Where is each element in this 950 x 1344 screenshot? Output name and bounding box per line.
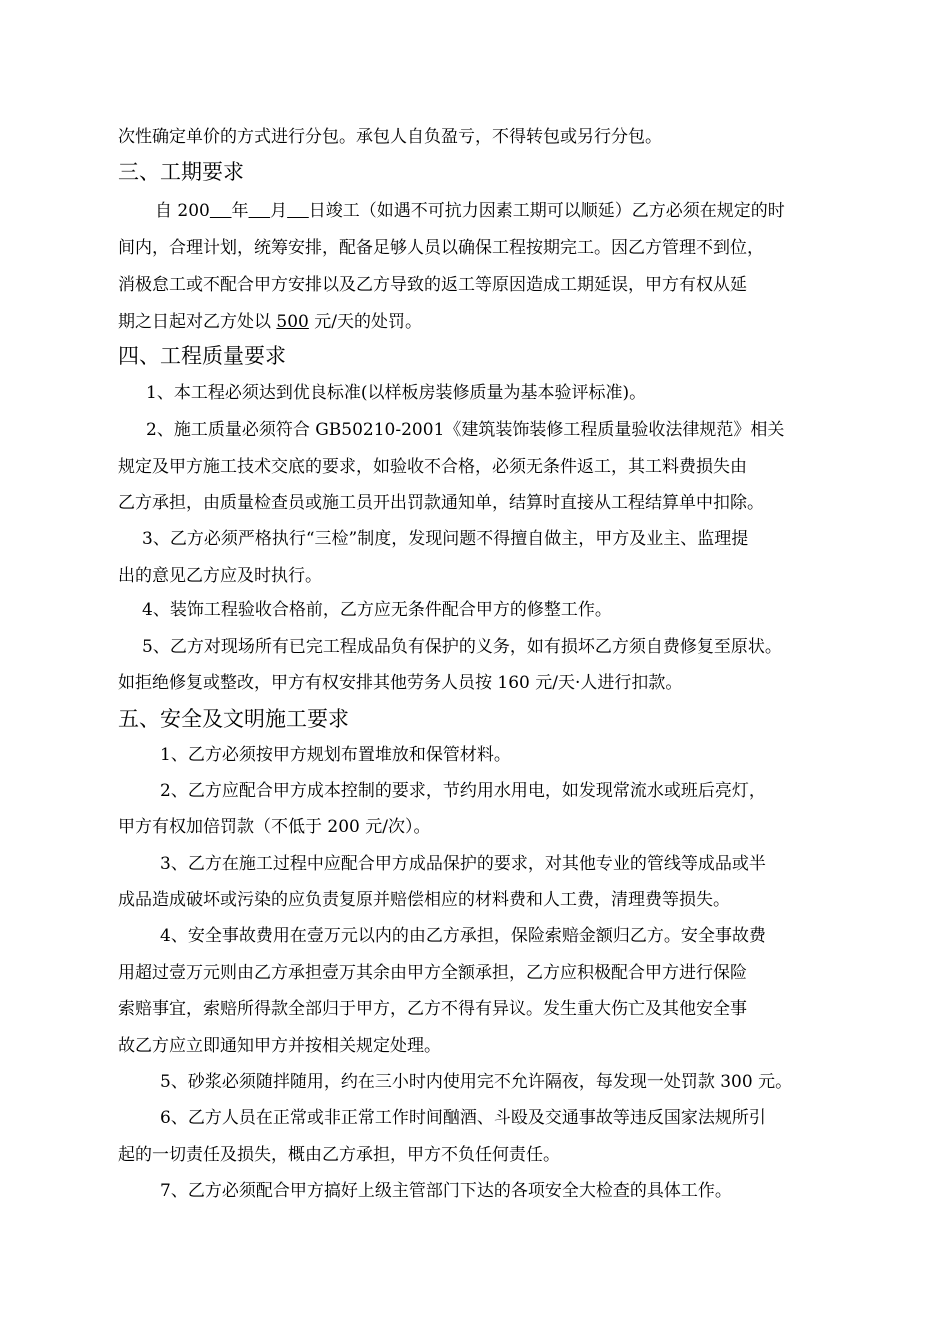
penalty-amount: 500 (276, 312, 309, 332)
year-blank (210, 201, 232, 221)
quality-item-2-line-1: 2、施工质量必须符合 GB50210-2001《建筑装饰装修工程质量验收法律规范》相关 (146, 420, 785, 440)
safety-item-2-line-1: 2、乙方应配合甲方成本控制的要求，节约用水用电，如发现常流水或班后亮灯， (160, 781, 766, 801)
quality-item-5-line-2: 如拒绝修复或整改，甲方有权安排其他劳务人员按 160 元/天·人进行扣款。 (118, 673, 683, 693)
quality-item-4: 4、装饰工程验收合格前，乙方应无条件配合甲方的修整工作。 (142, 600, 612, 620)
start-year-prefix: 自 200 (155, 201, 210, 221)
quality-item-3-line-1: 3、乙方必须严格执行“三检”制度，发现问题不得擅自做主，甲方及业主、监理提 (142, 529, 749, 549)
paragraph-line: 次性确定单价的方式进行分包。承包人自负盈亏，不得转包或另行分包。 (118, 127, 662, 147)
quality-item-3-line-2: 出的意见乙方应及时执行。 (118, 566, 322, 586)
penalty-prefix: 期之日起对乙方处以 (118, 312, 271, 332)
quality-item-5-line-1: 5、乙方对现场所有已完工程成品负有保护的义务，如有损坏乙方须自费修复至原状。 (142, 637, 782, 657)
safety-item-4-line-3: 索赔事宜，索赔所得款全部归于甲方，乙方不得有异议。发生重大伤亡及其他安全事 (118, 999, 747, 1019)
schedule-paragraph-line-3: 消极怠工或不配合甲方安排以及乙方导致的返工等原因造成工期延误，甲方有权从延 (118, 275, 747, 295)
safety-item-6-line-2: 起的一切责任及损失，概由乙方承担，甲方不负任何责任。 (118, 1145, 560, 1165)
section-heading-5: 五、安全及文明施工要求 (118, 707, 349, 731)
safety-item-2-line-2: 甲方有权加倍罚款（不低于 200 元/次）。 (118, 817, 431, 837)
day-blank (287, 201, 309, 221)
completion-clause: 日竣工（如遇不可抗力因素工期可以顺延）乙方必须在规定的时 (308, 201, 785, 221)
safety-item-1: 1、乙方必须按甲方规划布置堆放和保管材料。 (160, 745, 511, 765)
safety-item-5: 5、砂浆必须随拌随用，约在三小时内使用完不允许隔夜，每发现一处罚款 300 元。 (160, 1072, 793, 1092)
schedule-paragraph-line-4 (118, 310, 858, 334)
safety-item-3-line-1: 3、乙方在施工过程中应配合甲方成品保护的要求，对其他专业的管线等成品或半 (160, 854, 766, 874)
safety-item-4-line-2: 用超过壹万元则由乙方承担壹万其余由甲方全额承担，乙方应积极配合甲方进行保险 (118, 963, 747, 983)
safety-item-6-line-1: 6、乙方人员在正常或非正常工作时间酗酒、斗殴及交通事故等违反国家法规所引 (160, 1108, 766, 1128)
quality-item-2-line-2: 规定及甲方施工技术交底的要求，如验收不合格，必须无条件返工，其工料费损失由 (118, 457, 747, 477)
quality-item-2-line-3: 乙方承担，由质量检查员或施工员开出罚款通知单，结算时直接从工程结算单中扣除。 (118, 493, 764, 513)
month-blank (249, 201, 271, 221)
penalty-suffix: 元/天的处罚。 (314, 312, 422, 332)
safety-item-4-line-4: 故乙方应立即通知甲方并按相关规定处理。 (118, 1036, 441, 1056)
safety-item-4-line-1: 4、安全事故费用在壹万元以内的由乙方承担，保险索赔金额归乙方。安全事故费 (160, 926, 766, 946)
quality-item-1: 1、本工程必须达到优良标准(以样板房装修质量为基本验评标准)。 (146, 383, 647, 403)
year-label: 年 (231, 201, 249, 221)
schedule-paragraph-line-2: 间内，合理计划，统筹安排，配备足够人员以确保工程按期完工。因乙方管理不到位， (118, 238, 764, 258)
safety-item-3-line-2: 成品造成破坏或污染的应负责复原并赔偿相应的材料费和人工费，清理费等损失。 (118, 890, 730, 910)
section-heading-3: 三、工期要求 (118, 160, 244, 184)
month-label: 月 (270, 201, 288, 221)
section-heading-4: 四、工程质量要求 (118, 344, 286, 368)
safety-item-7: 7、乙方必须配合甲方搞好上级主管部门下达的各项安全大检查的具体工作。 (160, 1181, 732, 1201)
schedule-paragraph-line-1 (155, 199, 895, 223)
